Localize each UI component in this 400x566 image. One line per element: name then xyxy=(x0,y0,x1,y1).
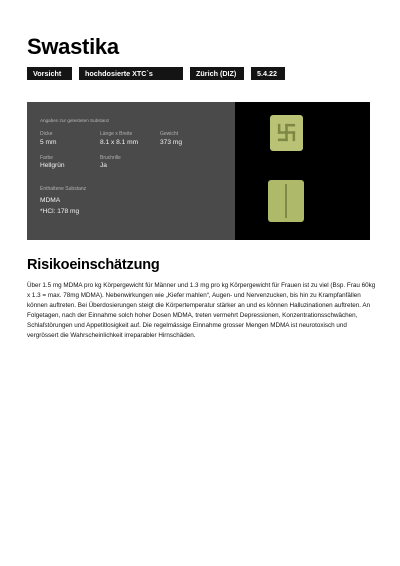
tag-category: hochdosierte XTC`s xyxy=(79,67,183,80)
substance-value: MDMA xyxy=(40,197,61,204)
pill-info-panel xyxy=(27,102,235,240)
break-line-label: Bruchrille xyxy=(100,155,121,161)
dose-value: *HCl: 178 mg xyxy=(40,208,80,215)
tag-date: 5.4.22 xyxy=(251,67,285,80)
color-label: Farbe xyxy=(40,155,54,161)
info-hint: Angaben zur getesteten Substanz xyxy=(40,118,110,123)
page-title: Swastika xyxy=(27,34,119,59)
risk-paragraph: Über 1.5 mg MDMA pro kg Körpergewicht für Männer und 1.3 mg pro kg Körpergewicht für Frauen ist zu viel (Bsp. Frau 60kg x 1.3 = max. 78mg MDMA). Nebenwirkungen wie „Kiefer mahlen“, Augen- und Nervenzucken, bis hin zu Krampfanfällen können auftreten. Bei Überdosierungen steigt die Körpertemperatur stärker an und es können Halluzinationen auftreten. An Folgetagen, nach der Einnahme solch hoher Dosen MDMA, treten vermehrt Depressionen, Konzentrationsschwächen, Schlafstörungen und Appetitlosigkeit auf. Die regelmässige Einnahme grosser Mengen MDMA ist neurotoxisch und vergrössert die Wahrscheinlichkeit irreparabler Hirnschäden. xyxy=(27,282,376,339)
break-line-value: Ja xyxy=(100,162,107,169)
dimensions-label: Länge x Breite xyxy=(100,131,133,137)
tag-warning: Vorsicht xyxy=(27,67,72,80)
pill-photo xyxy=(235,102,370,240)
pill-detail-card xyxy=(27,102,370,240)
swastika-icon xyxy=(276,122,297,143)
pill-score-line xyxy=(285,184,287,218)
color-value: Hellgrün xyxy=(40,162,65,169)
pill-back xyxy=(268,180,304,222)
risk-heading: Risikoeinschätzung xyxy=(27,257,160,273)
tag-list xyxy=(27,67,285,80)
thickness-value: 5 mm xyxy=(40,139,57,146)
weight-value: 373 mg xyxy=(160,139,182,146)
weight-label: Gewicht xyxy=(160,131,179,137)
thickness-label: Dicke xyxy=(40,131,53,137)
substance-label: Enthaltene Substanz xyxy=(40,186,87,192)
dimensions-value: 8.1 x 8.1 mm xyxy=(100,139,139,146)
pill-front xyxy=(270,115,303,151)
tag-location: Zürich (DIZ) xyxy=(190,67,244,80)
